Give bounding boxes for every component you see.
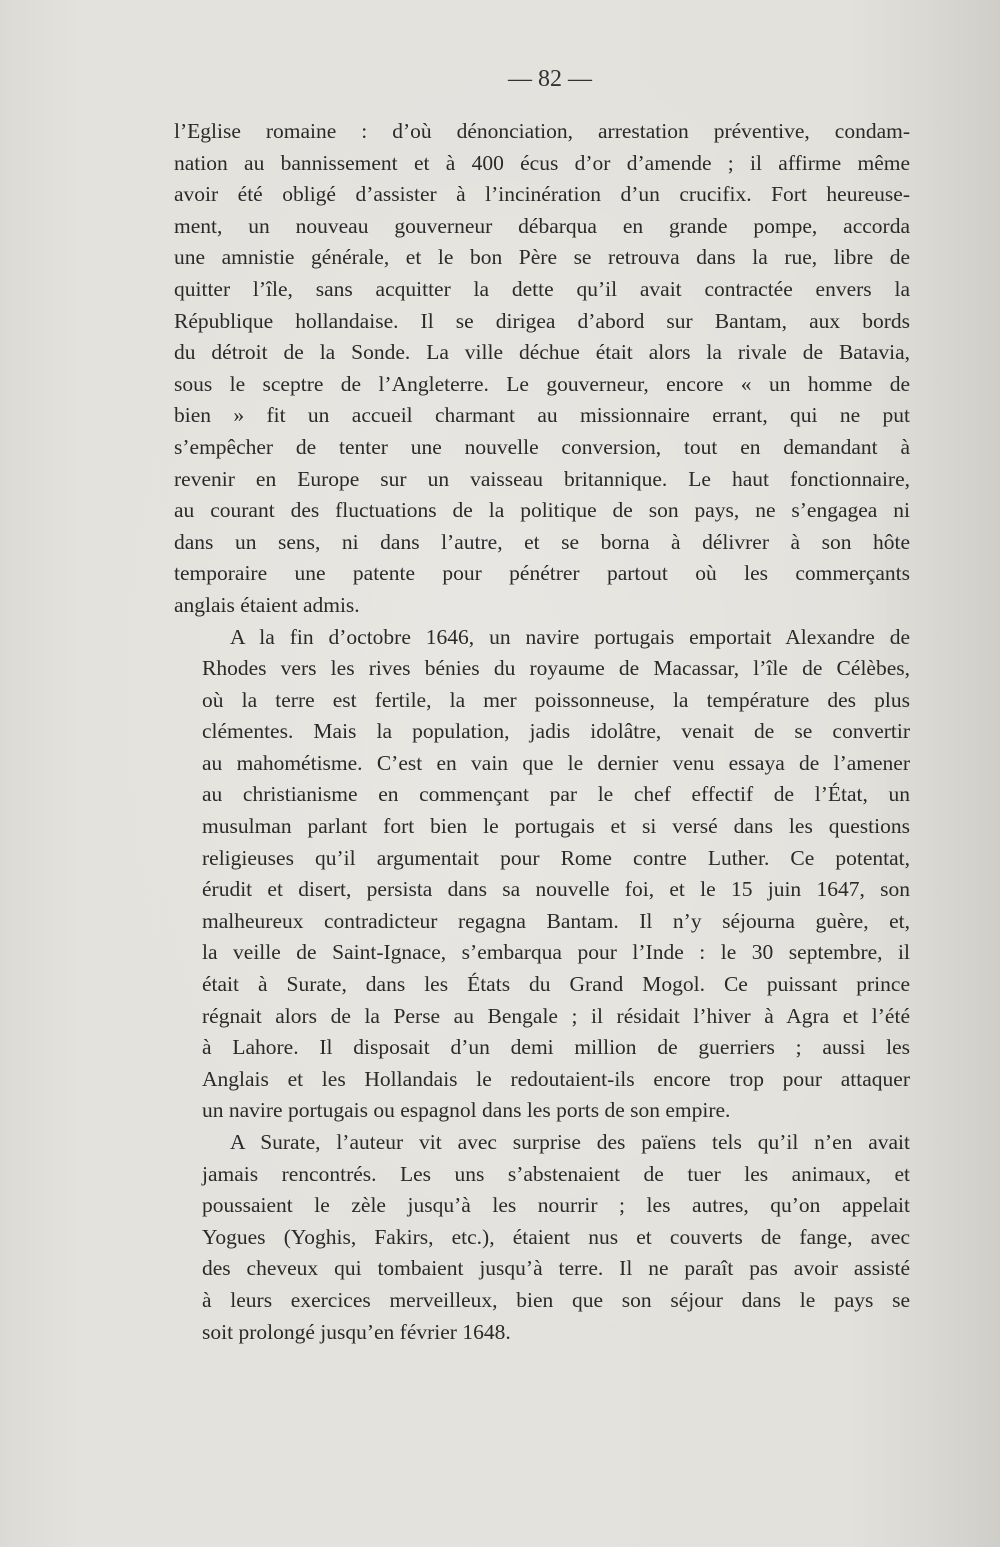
text-line: avoir été obligé d’assister à l’incinération d’un crucifix. Fort heureuse- (174, 182, 910, 207)
text-line: au mahométisme. C’est en vain que le dernier venu essaya de l’amener (202, 750, 910, 775)
text-line: temporaire une patente pour pénétrer partout où les commerçants (174, 561, 910, 586)
text-line: s’empêcher de tenter une nouvelle conversion, tout en demandant à (174, 434, 910, 459)
text-line: République hollandaise. Il se dirigea d’abord sur Bantam, aux bords (174, 308, 910, 333)
text-line: était à Surate, dans les États du Grand Mogol. Ce puissant prince (202, 972, 910, 997)
text-line: régnait alors de la Perse au Bengale ; il résidait l’hiver à Agra et l’été (202, 1003, 910, 1028)
paragraph-1 (174, 116, 910, 622)
text-line: soit prolongé jusqu’en février 1648. (202, 1319, 511, 1344)
text-line: clémentes. Mais la population, jadis idolâtre, venait de se convertir (202, 719, 910, 744)
text-line: malheureux contradicteur regagna Bantam. Il n’y séjourna guère, et, (202, 908, 910, 933)
text-line: religieuses qu’il argumentait pour Rome contre Luther. Ce potentat, (202, 845, 910, 870)
text-line: du détroit de la Sonde. La ville déchue était alors la rivale de Batavia, (174, 340, 910, 365)
paragraph-2 (174, 622, 910, 1128)
text-line: musulman parlant fort bien le portugais et si versé dans les questions (202, 814, 910, 839)
text-line: dans un sens, ni dans l’autre, et se borna à délivrer à son hôte (174, 529, 910, 554)
text-line: érudit et disert, persista dans sa nouvelle foi, et le 15 juin 1647, son (202, 877, 910, 902)
text-line: sous le sceptre de l’Angleterre. Le gouverneur, encore « un homme de (174, 371, 910, 396)
page-number: — 82 — (508, 66, 592, 92)
text-line: nation au bannissement et à 400 écus d’or d’amende ; il affirme même (174, 150, 910, 175)
text-line: où la terre est fertile, la mer poissonneuse, la température des plus (202, 687, 910, 712)
text-line: anglais étaient admis. (174, 592, 360, 617)
text-line: une amnistie générale, et le bon Père se retrouva dans la rue, libre de (174, 245, 910, 270)
text-line: un navire portugais ou espagnol dans les ports de son empire. (202, 1098, 731, 1123)
text-line: jamais rencontrés. Les uns s’abstenaient de tuer les animaux, et (202, 1161, 910, 1186)
text-line: ment, un nouveau gouverneur débarqua en grande pompe, accorda (174, 213, 910, 238)
text-line: la veille de Saint-Ignace, s’embarqua pour l’Inde : le 30 septembre, il (202, 940, 910, 965)
text-line: A Surate, l’auteur vit avec surprise des païens tels qu’il n’en avait (230, 1130, 910, 1154)
text-line: à leurs exercices merveilleux, bien que son séjour dans le pays se (202, 1287, 910, 1312)
text-line: Rhodes vers les rives bénies du royaume de Macassar, l’île de Célèbes, (202, 656, 910, 681)
text-line: au christianisme en commençant par le chef effectif de l’État, un (202, 782, 910, 807)
text-line: à Lahore. Il disposait d’un demi million de guerriers ; aussi les (202, 1035, 910, 1060)
text-line: Anglais et les Hollandais le redoutaient-ils encore trop pour attaquer (202, 1066, 910, 1091)
body-text (174, 116, 910, 1348)
text-line: bien » fit un accueil charmant au missionnaire errant, qui ne put (174, 403, 910, 428)
text-line: quitter l’île, sans acquitter la dette qu’il avait contractée envers la (174, 276, 910, 301)
paragraph-3 (174, 1127, 910, 1348)
text-line: A la fin d’octobre 1646, un navire portugais emportait Alexandre de (230, 624, 910, 649)
text-line: poussaient le zèle jusqu’à les nourrir ; les autres, qu’on appelait (202, 1193, 910, 1218)
text-line: des cheveux qui tombaient jusqu’à terre. Il ne paraît pas avoir assisté (202, 1256, 910, 1281)
text-line: au courant des fluctuations de la politique de son pays, ne s’engagea ni (174, 498, 910, 523)
text-line: l’Eglise romaine : d’où dénonciation, arrestation préventive, condam- (174, 119, 910, 143)
text-line: Yogues (Yoghis, Fakirs, etc.), étaient nus et couverts de fange, avec (202, 1224, 910, 1249)
text-line: revenir en Europe sur un vaisseau britannique. Le haut fonctionnaire, (174, 466, 910, 491)
